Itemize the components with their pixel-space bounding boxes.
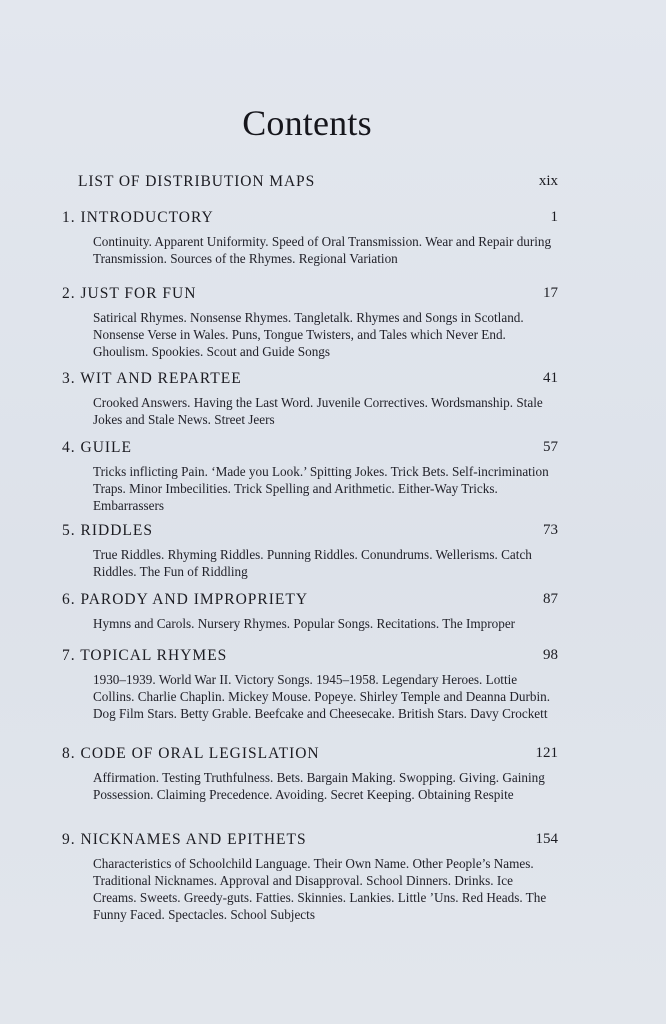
chapter-page-number: 41	[543, 370, 558, 386]
chapter-title: 1. INTRODUCTORY	[62, 209, 214, 226]
chapter-subjects: Affirmation. Testing Truthfulness. Bets. Bargain Making. Swopping. Giving. Gaining Possession. Claiming Precedence. Avoiding. Secret Keeping. Obtaining Respite	[93, 770, 545, 802]
chapter-title: 8. CODE OF ORAL LEGISLATION	[62, 745, 320, 762]
chapter-title: 9. NICKNAMES AND EPITHETS	[62, 831, 307, 848]
toc-chapter-5[interactable]	[62, 522, 558, 580]
chapter-page-number: 1	[550, 209, 558, 225]
chapter-subjects: Continuity. Apparent Uniformity. Speed of Oral Transmission. Wear and Repair during Transmission. Sources of the Rhymes. Regional Variation	[93, 234, 552, 266]
toc-chapter-2[interactable]	[62, 285, 558, 360]
chapter-subjects: Characteristics of Schoolchild Language. Their Own Name. Other People’s Names. Traditional Nicknames. Approval and Disapproval. School Dinners. Drinks. Ice Creams. Sweets. Greedy-guts. Fatties. Skinnies. Lankies. Little ’Uns. Red Heads. The Funny Faced. Spectacles. School Subjects	[93, 856, 547, 922]
chapter-page-number: 17	[543, 285, 558, 301]
chapter-title: 2. JUST FOR FUN	[62, 285, 197, 302]
page-title: Contents	[242, 103, 372, 143]
toc-chapter-9[interactable]	[62, 831, 558, 923]
toc-entry-distribution-maps[interactable]	[78, 173, 558, 195]
chapter-subjects: Crooked Answers. Having the Last Word. Juvenile Correctives. Wordsmanship. Stale Jokes and Stale News. Street Jeers	[93, 395, 543, 427]
chapter-subjects: 1930–1939. World War II. Victory Songs. 1945–1958. Legendary Heroes. Lottie Collins. Charlie Chaplin. Mickey Mouse. Popeye. Shirley Temple and Deanna Durbin. Dog Film Stars. Betty Grable. Beefcake and Cheesecake. British Stars. Davy Crockett	[93, 672, 551, 721]
chapter-page-number: 121	[535, 745, 558, 761]
chapter-subjects: Tricks inflicting Pain. ‘Made you Look.’ Spitting Jokes. Trick Bets. Self-incrimination Traps. Minor Imbecilities. Trick Spelling and Arithmetic. Either-Way Tricks. Embarrassers	[93, 464, 549, 513]
chapter-title: 5. RIDDLES	[62, 522, 153, 539]
chapter-title: 6. PARODY AND IMPROPRIETY	[62, 591, 309, 608]
toc-chapter-3[interactable]	[62, 370, 558, 428]
chapter-subjects: True Riddles. Rhyming Riddles. Punning Riddles. Conundrums. Wellerisms. Catch Riddles. The Fun of Riddling	[93, 547, 532, 579]
chapter-page-number: 73	[543, 522, 558, 538]
chapter-title: 7. TOPICAL RHYMES	[62, 647, 228, 664]
toc-chapter-6[interactable]	[62, 591, 558, 632]
chapter-page-number: 154	[535, 831, 558, 847]
toc-entry-page-number: xix	[538, 173, 558, 189]
chapter-page-number: 87	[543, 591, 558, 607]
chapter-page-number: 98	[543, 647, 558, 663]
chapter-page-number: 57	[543, 439, 558, 455]
toc-chapter-4[interactable]	[62, 439, 558, 514]
toc-chapter-7[interactable]	[62, 647, 558, 722]
toc-entry-title: LIST OF DISTRIBUTION MAPS	[78, 173, 316, 190]
chapter-title: 3. WIT AND REPARTEE	[62, 370, 242, 387]
toc-chapter-8[interactable]	[62, 745, 558, 803]
chapter-subjects: Hymns and Carols. Nursery Rhymes. Popular Songs. Recitations. The Improper	[93, 616, 516, 631]
toc-chapter-1[interactable]	[62, 209, 558, 267]
chapter-subjects: Satirical Rhymes. Nonsense Rhymes. Tangletalk. Rhymes and Songs in Scotland. Nonsense Verse in Wales. Puns, Tongue Twisters, and Tales which Never End. Ghoulism. Spookies. Scout and Guide Songs	[93, 310, 524, 359]
chapter-title: 4. GUILE	[62, 439, 132, 456]
